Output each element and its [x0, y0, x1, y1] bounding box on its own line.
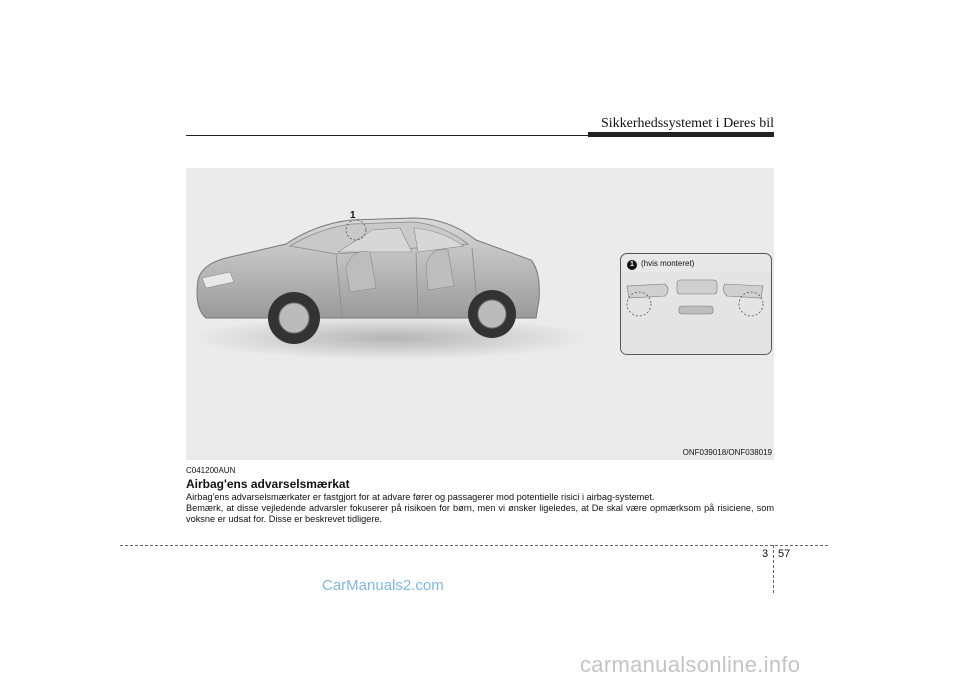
callout-number: 1: [350, 210, 356, 221]
section-body: [186, 492, 774, 525]
footer-rule: [120, 545, 828, 546]
header-rule: [186, 135, 600, 136]
body-paragraph: Bemærk, at disse vejledende advarsler fokuserer på risikoen for børn, men vi ønsker ligeledes, at De skal være opmærksom på risiciene, som voksne er udsat for. Disse er beskrevet tidligere.: [186, 503, 774, 524]
chapter-number: 3: [762, 548, 769, 560]
figure-panel: [186, 168, 774, 460]
inset-note: (hvis monteret): [641, 259, 695, 268]
inset-detail: [620, 253, 772, 355]
watermark-carmanuals2[interactable]: CarManuals2.com: [322, 577, 444, 594]
inset-badge: 1: [627, 260, 637, 270]
page-header-title: Sikkerhedssystemet i Deres bil: [600, 116, 774, 131]
figure-code: ONF039018/ONF038019: [682, 448, 772, 457]
body-paragraph: Airbag'ens advarselsmærkater er fastgjort for at advare fører og passagerer mod potentielle risici i airbag-systemet.: [186, 492, 655, 502]
watermark-carmanualsonline[interactable]: carmanualsonline.info: [580, 652, 801, 677]
sunvisor-illustration: [621, 272, 771, 354]
section-code: C041200AUN: [186, 466, 236, 475]
section-title: Airbag'ens advarselsmærkat: [186, 477, 350, 491]
header-rule-accent: [588, 132, 774, 137]
page-divider: [773, 545, 774, 593]
page-number: 57: [778, 548, 791, 560]
